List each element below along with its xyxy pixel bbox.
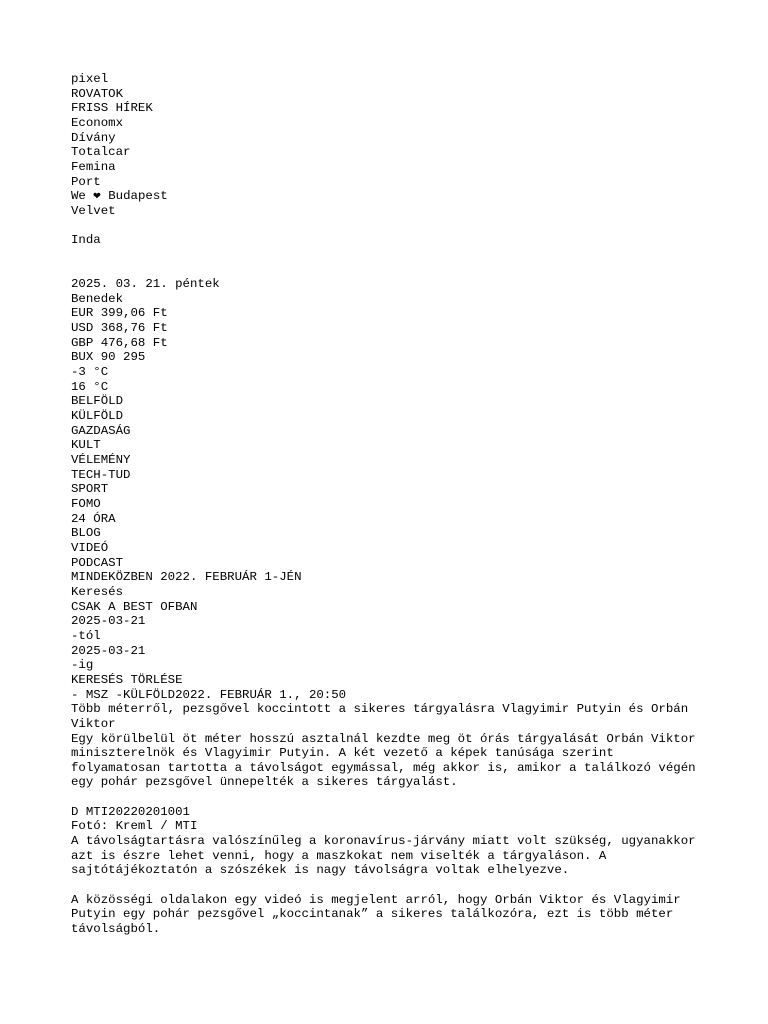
section-link-kult[interactable]: KULT <box>71 438 101 453</box>
search-panel <box>71 585 706 688</box>
rate-eur[interactable]: EUR 399,06 Ft <box>71 306 168 321</box>
article <box>71 688 706 937</box>
article-title[interactable]: Több méterről, pezsgővel koccintott a sikeres tárgyalásra Vlagyimir Putyin és Orbán Viktor <box>71 702 689 731</box>
date-to-field[interactable]: 2025-03-21 <box>71 643 146 658</box>
spacer <box>71 248 706 277</box>
image-id: D MTI20220201001 <box>71 804 190 819</box>
section-link-blog[interactable]: BLOG <box>71 526 101 541</box>
section-link-belfold[interactable]: BELFÖLD <box>71 394 124 409</box>
rate-gbp[interactable]: GBP 476,68 Ft <box>71 335 168 350</box>
section-link-gazdasag[interactable]: GAZDASÁG <box>71 423 131 438</box>
spacer <box>71 219 706 234</box>
section-link-fomo[interactable]: FOMO <box>71 497 101 511</box>
index-bux[interactable]: BUX 90 295 <box>71 350 146 365</box>
article-paragraph: A távolságtartásra valószínűleg a koronavírus-járvány miatt volt szükség, ugyanakkor azt is észre lehet venni, hogy a maszkokat nem viselték a tárgyaláson. A sajtótájékoztatón a szószékek is nagy távolságra voltak elhelyezve. <box>71 834 696 878</box>
top-nav <box>71 72 706 248</box>
nav-link-totalcar[interactable]: Totalcar <box>71 145 131 160</box>
nav-link-we-love-budapest[interactable]: We ❤ Budapest <box>71 189 168 204</box>
nav-link-divany[interactable]: Dívány <box>71 130 116 145</box>
spacer <box>71 878 706 893</box>
nameday: Benedek <box>71 291 124 306</box>
section-link-24-ora[interactable]: 24 ÓRA <box>71 511 116 526</box>
section-link-sport[interactable]: SPORT <box>71 482 109 497</box>
clear-search-button[interactable]: KERESÉS TÖRLÉSE <box>71 672 183 687</box>
nav-link-friss-hirek[interactable]: FRISS HÍREK <box>71 101 153 116</box>
temperature-min[interactable]: -3 °C <box>71 365 109 380</box>
date-from-suffix: -tól <box>71 628 101 643</box>
date-to-suffix: -ig <box>71 658 94 673</box>
nav-link-port[interactable]: Port <box>71 174 101 189</box>
info-bar <box>71 277 706 394</box>
best-of-toggle[interactable]: CSAK A BEST OFBAN <box>71 599 198 614</box>
date-from-field[interactable]: 2025-03-21 <box>71 614 146 629</box>
temperature-max[interactable]: 16 °C <box>71 379 109 394</box>
section-link-tech-tud[interactable]: TECH-TUD <box>71 467 131 482</box>
nav-link-femina[interactable]: Femina <box>71 159 116 174</box>
nav-link-inda[interactable]: Inda <box>71 233 101 248</box>
article-paragraph: A közösségi oldalakon egy videó is megjelent arról, hogy Orbán Viktor és Vlagyimir Putyin egy pohár pezsgővel „koccintanak” a sikeres találkozóra, ezt is több méter távolságból. <box>71 892 681 936</box>
section-link-video[interactable]: VIDEÓ <box>71 540 109 555</box>
section-link-velemeny[interactable]: VÉLEMÉNY <box>71 453 131 468</box>
section-link-podcast[interactable]: PODCAST <box>71 555 124 570</box>
section-link-kulfold[interactable]: KÜLFÖLD <box>71 409 124 424</box>
rate-usd[interactable]: USD 368,76 Ft <box>71 321 168 336</box>
photo-credit: Fotó: Kreml / MTI <box>71 819 198 834</box>
nav-link-velvet[interactable]: Velvet <box>71 203 116 218</box>
nav-link-pixel[interactable]: pixel <box>71 72 109 86</box>
current-date: 2025. 03. 21. péntek <box>71 277 220 292</box>
section-nav <box>71 394 706 570</box>
nav-link-economx[interactable]: Economx <box>71 115 124 130</box>
article-meta: - MSZ -KÜLFÖLD2022. FEBRUÁR 1., 20:50 <box>71 687 347 702</box>
search-label[interactable]: Keresés <box>71 584 124 599</box>
nav-link-rovatok[interactable]: ROVATOK <box>71 86 124 101</box>
article-lead: Egy körülbelül öt méter hosszú asztalnál kezdte meg öt órás tárgyalását Orbán Viktor miniszterelnök és Vlagyimir Putyin. A két vezető a képek tanúsága szerint folyamatosan tartotta a távolságot egymással, még akkor is, amikor a találkozó végén egy pohár pezsgővel ünnepelték a sikeres tárgyalást. <box>71 731 696 790</box>
spacer <box>71 790 706 805</box>
page-heading: MINDEKÖZBEN 2022. FEBRUÁR 1-JÉN <box>71 570 302 585</box>
